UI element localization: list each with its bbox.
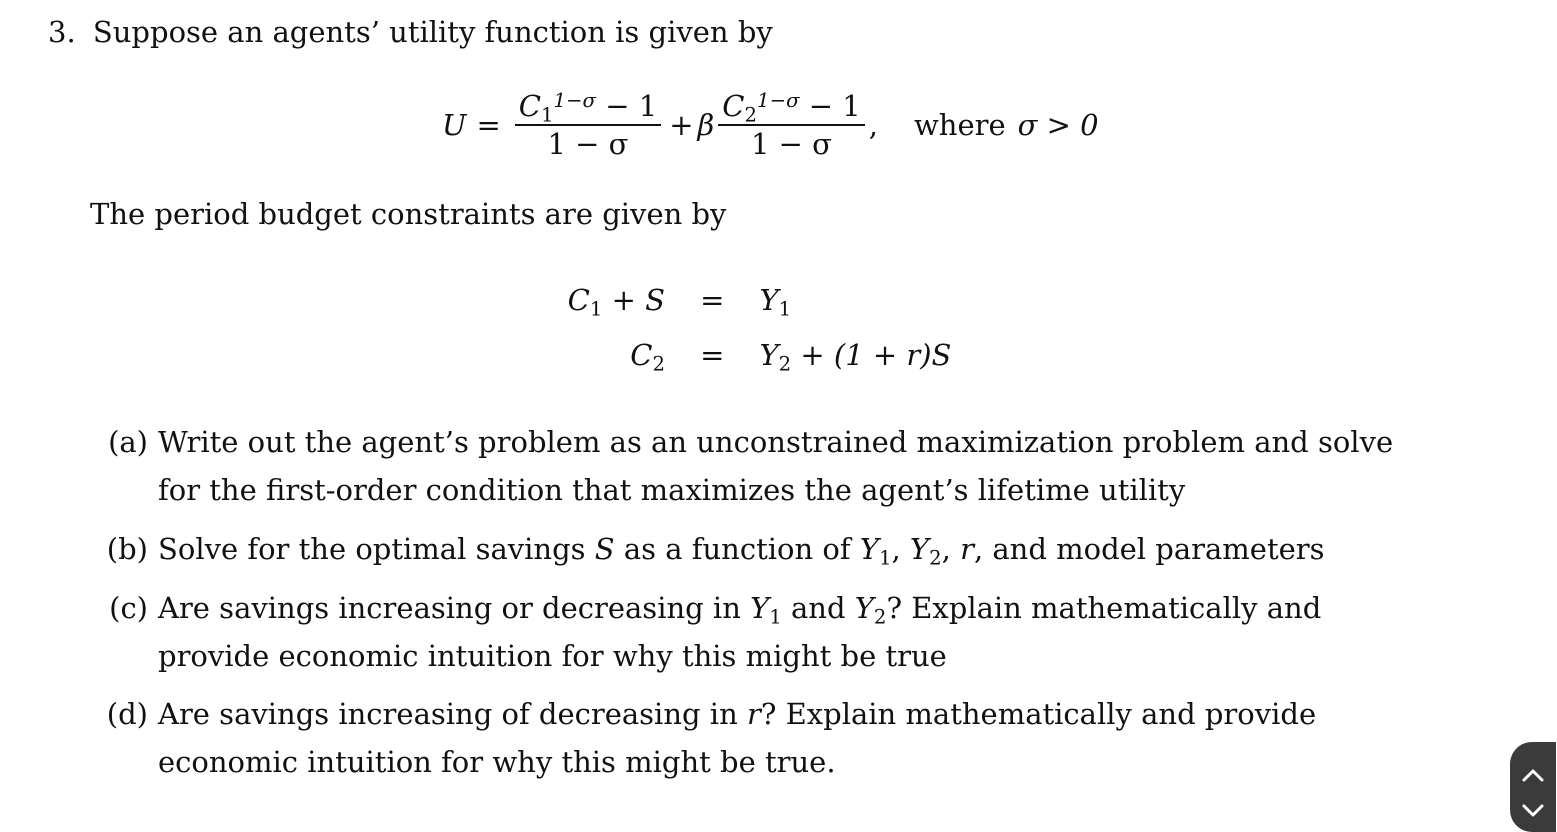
part-b [90, 525, 1403, 573]
term1-fraction: $\frac{C_1^{1-\sigma} - 1}{1 - \sigma}$ [515, 88, 661, 163]
problem-header [48, 15, 773, 49]
comma: , [868, 107, 878, 142]
part-label: (c) [109, 591, 148, 625]
part-text: Write out the agent’s problem as an unconstrained maximization problem and solve for the first-order condition that maximizes the agent’s lifetime utility [158, 425, 1394, 507]
beta-symbol: β [697, 107, 715, 142]
where-text: where [913, 107, 1006, 142]
part-text: Solve for the optimal savings S as a function of $Y_1$, $Y_2$, r, and model parameters [158, 532, 1325, 570]
part-d [90, 690, 1403, 786]
budget-intro: The period budget constraints are given by [90, 197, 727, 231]
scroll-nav-button[interactable] [1510, 742, 1556, 832]
part-text: Are savings increasing of decreasing in r? Explain mathematically and provide economic intuition for why this might be true. [158, 697, 1317, 779]
part-text: Are savings increasing or decreasing in $Y_1$ and $Y_2$? Explain mathematically and provide economic intuition for why this might be true [158, 591, 1322, 673]
term2-fraction: $\frac{C_2^{1-\sigma} - 1}{1 - \sigma}$ [718, 88, 864, 163]
part-c [90, 584, 1403, 680]
part-label: (d) [106, 697, 148, 731]
part-label: (a) [108, 425, 148, 459]
budget-row-1: $C_1 + S = Y_1$ [567, 283, 792, 321]
budget-row-2: $C_2 = Y_2 + (1 + r)S$ [630, 338, 952, 376]
utility-symbol: U [442, 107, 467, 142]
part-a [90, 418, 1403, 514]
where-condition: σ > 0 [1017, 107, 1099, 142]
plus-sign: + [669, 107, 694, 142]
problem-intro: Suppose an agents’ utility function is given by [92, 15, 773, 49]
problem-number: 3. [48, 15, 76, 49]
chevron-up-icon[interactable] [1522, 768, 1544, 782]
part-label: (b) [106, 532, 148, 566]
equals-sign: = [476, 107, 501, 142]
utility-equation [442, 88, 1099, 163]
